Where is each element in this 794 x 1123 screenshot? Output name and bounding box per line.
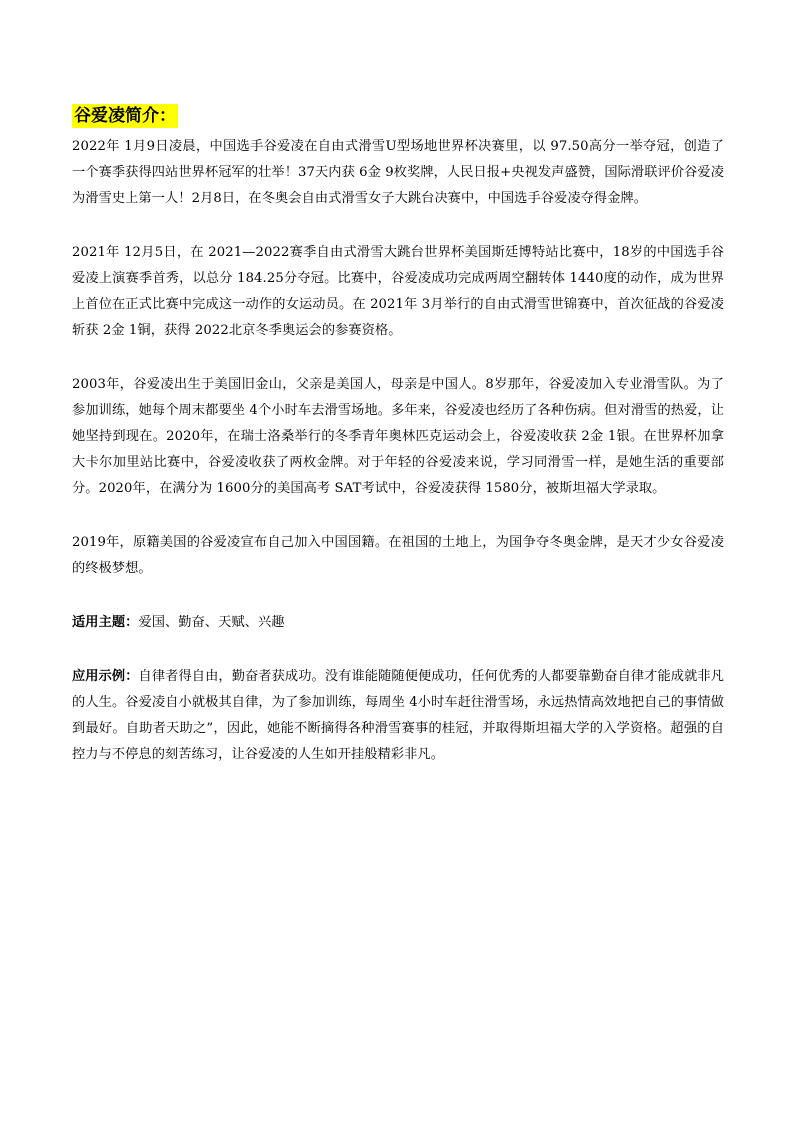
paragraph-4: 2019年，原籍美国的谷爱凌宣布自己加入中国国籍。在祖国的土地上，为国争夺冬奥金牌，是天才少女谷爱凌的终极梦想。 [72,535,724,576]
paragraph-spacer [72,502,724,530]
document-page [72,104,724,768]
example-label: 应用示例： [72,669,139,684]
section-title: 谷爱凌简介： [74,106,176,126]
example-text: 自律者得自由，勤奋者获成功。没有谁能随随便便成功，任何优秀的人都要靠勤奋自律才能成就非凡的人生。谷爱凌自小就极其自律，为了参加训练，每周坐 4小时车赶往滑雪场，永远热情高效地把自己的事情做到最好。自助者天助之”，因此，她能不断摘得各种滑雪赛事的桂冠，并取得斯坦福大学的入学资格。超强的自控力与不停息的刻苦练习，让谷爱凌的人生如开挂般精彩非凡。 [72,669,725,762]
theme-label: 适用主题： [72,615,139,630]
paragraph-spacer [72,212,724,240]
theme-value: 爱国、勤奋、天赋、兴趣 [138,615,285,630]
paragraph-spacer [72,582,724,610]
paragraph-spacer [72,344,724,372]
example-paragraph [72,664,724,768]
theme-line [72,610,724,636]
paragraph-spacer [72,636,724,664]
paragraph-1: 2022年 1月9日凌晨，中国选手谷爱凌在自由式滑雪U型场地世界杯决赛里，以 97.50高分一举夺冠，创造了一个赛季获得四站世界杯冠军的壮举！37天内获 6金 9枚奖牌，人民日报+央视发声盛赞，国际滑联评价谷爱凌为滑雪史上第一人！2月8日，在冬奥会自由式滑雪女子大跳台决赛中，中国选手谷爱凌夺得金牌。 [72,139,724,206]
paragraph-3: 2003年，谷爱凌出生于美国旧金山，父亲是美国人，母亲是中国人。8岁那年，谷爱凌加入专业滑雪队。为了参加训练，她每个周末都要坐 4个小时车去滑雪场地。多年来，谷爱凌也经历了各种伤病。但对滑雪的热爱，让她坚持到现在。2020年，在瑞士洛桑举行的冬季青年奥林匹克运动会上，谷爱凌收获 2金 1银。在世界杯加拿大卡尔加里站比赛中，谷爱凌收获了两枚金牌。对于年轻的谷爱凌来说，学习同滑雪一样，是她生活的重要部分。2020年，在满分为 1600分的美国高考 SAT考试中，谷爱凌获得 1580分，被斯坦福大学录取。 [72,377,724,496]
paragraph-2: 2021年 12月5日，在 2021—2022赛季自由式滑雪大跳台世界杯美国斯廷博特站比赛中，18岁的中国选手谷爱凌上演赛季首秀，以总分 184.25分夺冠。比赛中，谷爱凌成功完成两周空翻转体 1440度的动作，成为世界上首位在正式比赛中完成这一动作的女运动员。在 2021年 3月举行的自由式滑雪世锦赛中，首次征战的谷爱凌斩获 2金 1铜，获得 2022北京冬季奥运会的参赛资格。 [72,245,724,338]
